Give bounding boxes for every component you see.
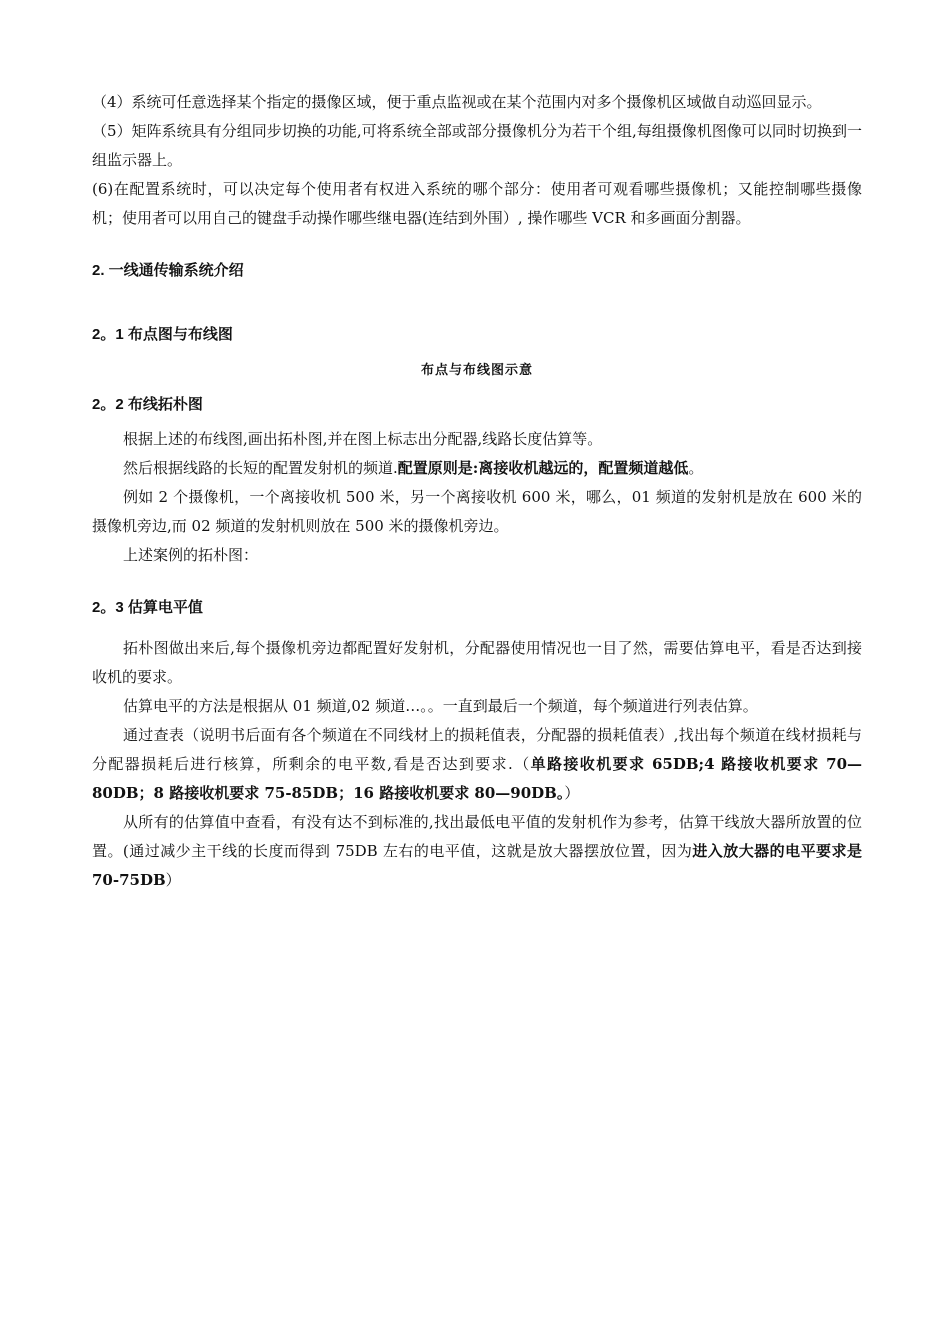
section-2-1-heading: 2。1 布点图与布线图 (92, 326, 233, 343)
paragraph: 根据上述的布线图,画出拓朴图,并在图上标志出分配器,线路长度估算等。 (123, 430, 603, 448)
section-2-2-heading: 2。2 布线拓朴图 (92, 396, 203, 413)
paragraph: 估算电平的方法是根据从 01 频道,02 频道…。。一直到最后一个频道，每个频道进行列表估算。 (123, 697, 758, 715)
list-item-5: （5）矩阵系统具有分组同步切换的功能,可将系统全部或部分摄像机分为若干个组,每组摄像机图像可以同时切换到一组监示器上。 (92, 122, 862, 169)
figure-caption: 布点与布线图示意 (420, 363, 533, 378)
list-item-6: (6)在配置系统时，可以决定每个使用者有权进入系统的哪个部分：使用者可观看哪些摄像机；又能控制哪些摄像机；使用者可以用自己的键盘手动操作哪些继电器(连结到外围）, 操作哪些 VCR 和多画面分割器。 (92, 180, 862, 227)
paragraph: 上述案例的拓朴图： (123, 546, 259, 564)
paragraph: 拓朴图做出来后,每个摄像机旁边都配置好发射机，分配器使用情况也一目了然，需要估算电平，看是否达到接收机的要求。 (92, 639, 862, 686)
paragraph: 然后根据线路的长短的配置发射机的频道.配置原则是:离接收机越远的，配置频道越低。 (123, 459, 704, 477)
paragraph: 从所有的估算值中查看，有没有达不到标准的,找出最低电平值的发射机作为参考，估算干线放大器所放置的位置。(通过减少主干线的长度而得到 75DB 左右的电平值，这就是放大器摆放位置，因为进入放大器的电平要求是 70-75DB） (92, 813, 862, 889)
paragraph: 例如 2 个摄像机，一个离接收机 500 米，另一个离接收机 600 米，哪么，01 频道的发射机是放在 600 米的摄像机旁边,而 02 频道的发射机则放在 500 米的摄像机旁边。 (92, 488, 862, 535)
document-page (92, 88, 862, 895)
section-2-heading: 2. 一线通传输系统介绍 (92, 262, 244, 279)
section-2-3-heading: 2。3 估算电平值 (92, 599, 203, 616)
list-item-4: （4）系统可任意选择某个指定的摄像区域，便于重点监视或在某个范围内对多个摄像机区域做自动巡回显示。 (92, 93, 822, 111)
paragraph: 通过查表（说明书后面有各个频道在不同线材上的损耗值表，分配器的损耗值表）,找出每个频道在线材损耗与分配器损耗后进行核算，所剩余的电平数,看是否达到要求.（单路接收机要求 65DB;4 路接收机要求 70—80DB；8 路接收机要求 75-85DB；16 路接收机要求 80—90DB。） (92, 726, 863, 802)
